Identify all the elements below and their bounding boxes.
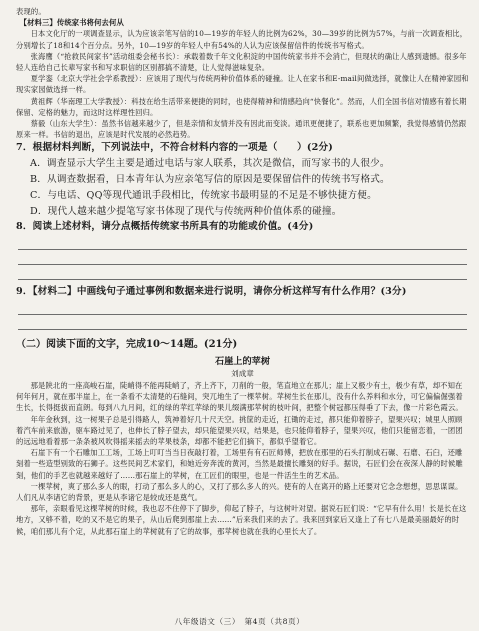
question-8-stem: 8．阅读上述材料，请分点概括传统家书所具有的功能或价值。(4分) — [16, 221, 314, 233]
essay-paragraph: 年年金秋到，这一树果子总是引得路人，筑神着好几十尺天空。挑筐的走近，扛锄的走过，都只能仰着脖子，望果兴叹；城里人照顾着汽车前来旅游，驱车路过见了，也伸长了脖子望去，却只能望果兴叹，结果是，也只能仰着脖子，望果兴叹，他们只能留恋着，一团团的远远地看着那一条条被风吹得摇来摇去的苹果枝条，却都不能把它们摘下，都似乎望着它。 — [16, 414, 463, 447]
question-7-option-b: B．从调查数据看，日本青年认为应亲笔写信的原因是要保留信件的传统书写格式。 — [30, 174, 390, 186]
answer-line[interactable] — [18, 315, 467, 330]
answer-line[interactable] — [18, 235, 467, 250]
question-7-option-a: A．调查显示大学生主要是通过电话与家人联系，其次是微信，而写家书的人很少。 — [30, 158, 390, 170]
material3-paragraph-3: 夏学銮（北京大学社会学系教授）：应该用了现代与传统两种价值体系的碰撞。让人在家书和E-mail间做选择，就像让人在精神家园和现实家园做选择一样。 — [16, 74, 469, 95]
essay-paragraph: 石崖下有一个石雕加工工场，工场上叮叮当当日夜敲打着，工场里有有石匠师傅，把放在那里的石头打制成石碾、石磨、石臼，还雕刻着一些造型别致的石狮子。这些民间艺术家们，和她近旁奔流的黄河，当然是最擅长雕刻的好手。据说，石匠们会在夜深人静的时候雕刻，他们的手艺也就越来越好了……那石崖上的苹树，在工匠们的眼里，也是一件活生生的艺术品。 — [16, 448, 463, 480]
material3-paragraph-2: 张海鹰（“抢救民间家书”活动组委会秘书长）：承载着数千年文化积淀的中国传统家书并不会消亡，但现状的确让人感到遗憾。很多年轻人连给自己长辈写家书和写求职信的区别都搞不清楚，让人觉得滋味复杂。 — [16, 51, 467, 73]
material-top-line: 表现的。 — [16, 7, 46, 16]
essay-paragraph: 那是陕北的一座高峻石崖，陡峭得不能再陡峭了，齐上齐下，刀削的一般，笔直地立在那儿；崖上又极少有土，极少有草，却不知在何年何月，就在那半崖上，在一条看不太清楚的石缝间，突兀地生了一棵苹树。苹树生长在那儿，没有什么养料和水分，可它偏偏倔强着生长，长得挺拔而直朗。每到八九月间，红的绿的苹红苹绿的果儿缀满那苹树的枝叶间，把整个树冠都压得垂了下去，像一片彩色霞云。 — [16, 381, 463, 413]
page-footer: 八年级语文（三） 第4页（共8页） — [174, 617, 305, 626]
answer-line[interactable] — [18, 300, 467, 315]
section-2-heading: （二）阅读下面的文字，完成10～14题。(21分) — [16, 339, 238, 351]
essay-paragraph: 一棵苹树，爽了那么多人的眼，打动了那么多人的心，又打了那么多人的兴。使有的人在离开的路上还要对它念念想想，思思谋谋。人们凡从李诸它的背景，更是从李诸它是较成还是奠气。 — [16, 481, 463, 503]
answer-line[interactable] — [18, 265, 467, 280]
essay-paragraph: 那年，亲眼看见这棵苹树的时候，我也忍不住停下了脚步，仰起了脖子，与这树叶对望。据说石匠们说：“它早有什么用！长是长在这地方，又够不着，吃的又不是它的果子，从山后爬到那崖上去……”后来我们来的去了。我来回到家后又逢上了有七八是最美丽最好的时候，咱们那儿有个定，从此那石崖上的苹树就有了它的故事，那苹树也就在我的心里长大了。 — [16, 504, 467, 536]
question-7-stem: 7．根据材料判断，下列说法中，不符合材料内容的一项是（ ）(2分) — [16, 142, 334, 154]
material3-paragraph-4: 黄祖辉（华南理工大学教授）：科技在给生活带来便捷的同时，也使得精神和情感趋向“快餐化”。然而，人们全国书信对情感有着长期保留、定格的魅力，而这时这样理性回归。 — [16, 96, 467, 117]
question-9-stem: 9．【材料二】中画线句子通过事例和数据来进行说明，请你分析这样写有什么作用？(3分) — [16, 286, 407, 298]
material3-paragraph-1: 日本文化厅的一项调查显示，认为应该亲笔写信的10—19岁的年轻人的比例为62%，30—39岁的比例为57%，与前一次调查相比，分别增长了18和14个百分点。另外，10—19岁的年轻人中有54%的人认为应该保留信件的传统书写格式。 — [16, 29, 468, 50]
material3-paragraph-5: 蔡毅（山东大学生）：虽然书信越来越少了，但是亲情和友情并没有因此而变淡。通讯更便捷了，联系也更加频繁，我觉得感情仍然跟原来一样。书信的退出，应该是时代发展的必然趋势。 — [16, 119, 467, 140]
question-7-option-d: D．现代人越来越少提笔写家书体现了现代与传统两种价值体系的碰撞。 — [30, 205, 342, 217]
material3-heading: 【材料三】传统家书将何去何从 — [19, 18, 124, 28]
essay-author: 刘成章 — [231, 369, 254, 379]
essay-title: 石崖上的苹树 — [214, 356, 271, 368]
question-7-option-c: C．与电话、QQ等现代通讯手段相比，传统家书最明显的不足是不够快捷方便。 — [30, 189, 377, 201]
answer-line[interactable] — [18, 250, 467, 265]
